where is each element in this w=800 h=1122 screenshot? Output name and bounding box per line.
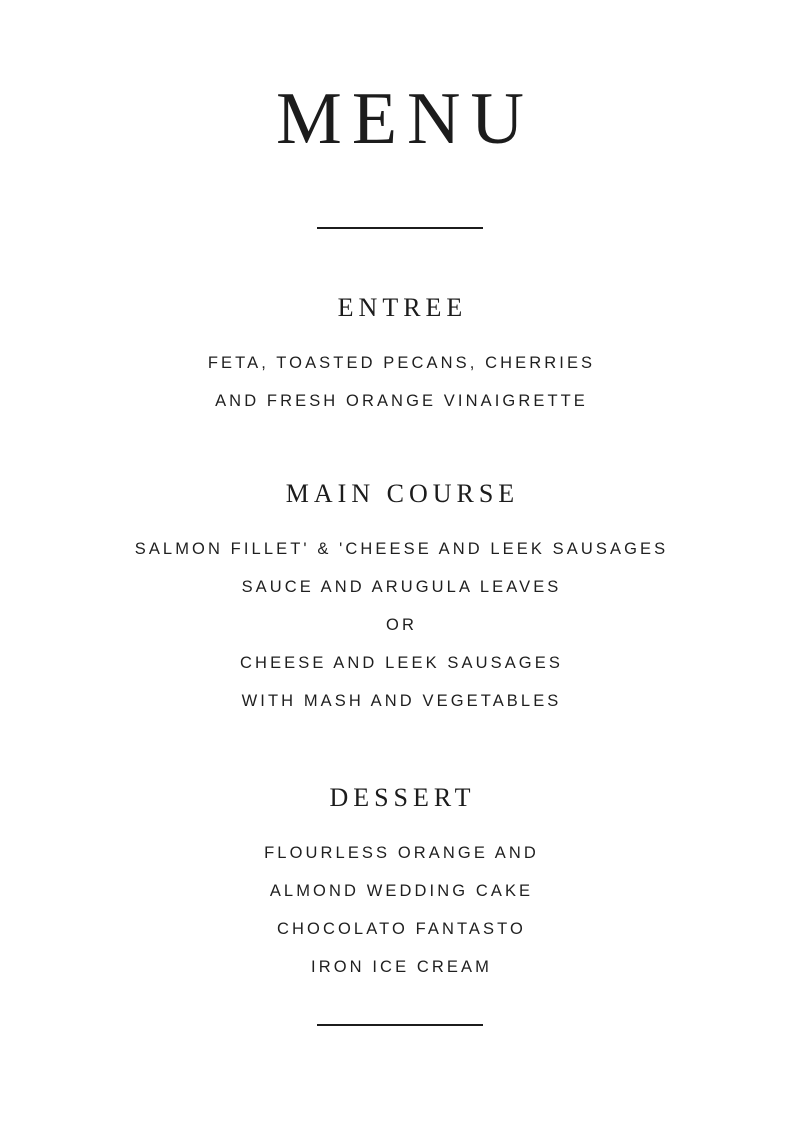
section-heading-dessert: DESSERT <box>329 783 476 812</box>
menu-line: CHEESE AND LEEK SAUSAGES <box>240 654 563 672</box>
menu-section-dessert <box>0 783 800 986</box>
menu-line: OR <box>386 616 417 634</box>
menu-line: AND FRESH ORANGE VINAIGRETTE <box>215 392 588 410</box>
menu-line: FETA, TOASTED PECANS, CHERRIES <box>207 354 596 372</box>
section-heading-entree: ENTREE <box>337 293 468 322</box>
page-title: MENU <box>276 78 534 160</box>
menu-line: SAUCE AND ARUGULA LEAVES <box>241 578 562 596</box>
menu-line: SALMON FILLET' & 'CHEESE AND LEEK SAUSAGES <box>134 540 669 558</box>
menu-line: FLOURLESS ORANGE AND <box>264 844 539 862</box>
section-heading-main-course: MAIN COURSE <box>285 479 520 508</box>
menu-line: CHOCOLATO FANTASTO <box>277 920 526 938</box>
menu-section-entree <box>0 293 800 420</box>
menu-section-main-course <box>0 479 800 720</box>
divider-bottom <box>317 1024 483 1026</box>
menu-line: WITH MASH AND VEGETABLES <box>241 692 562 710</box>
divider-top <box>317 227 483 229</box>
menu-line: ALMOND WEDDING CAKE <box>269 882 534 900</box>
menu-line: IRON ICE CREAM <box>311 958 492 976</box>
